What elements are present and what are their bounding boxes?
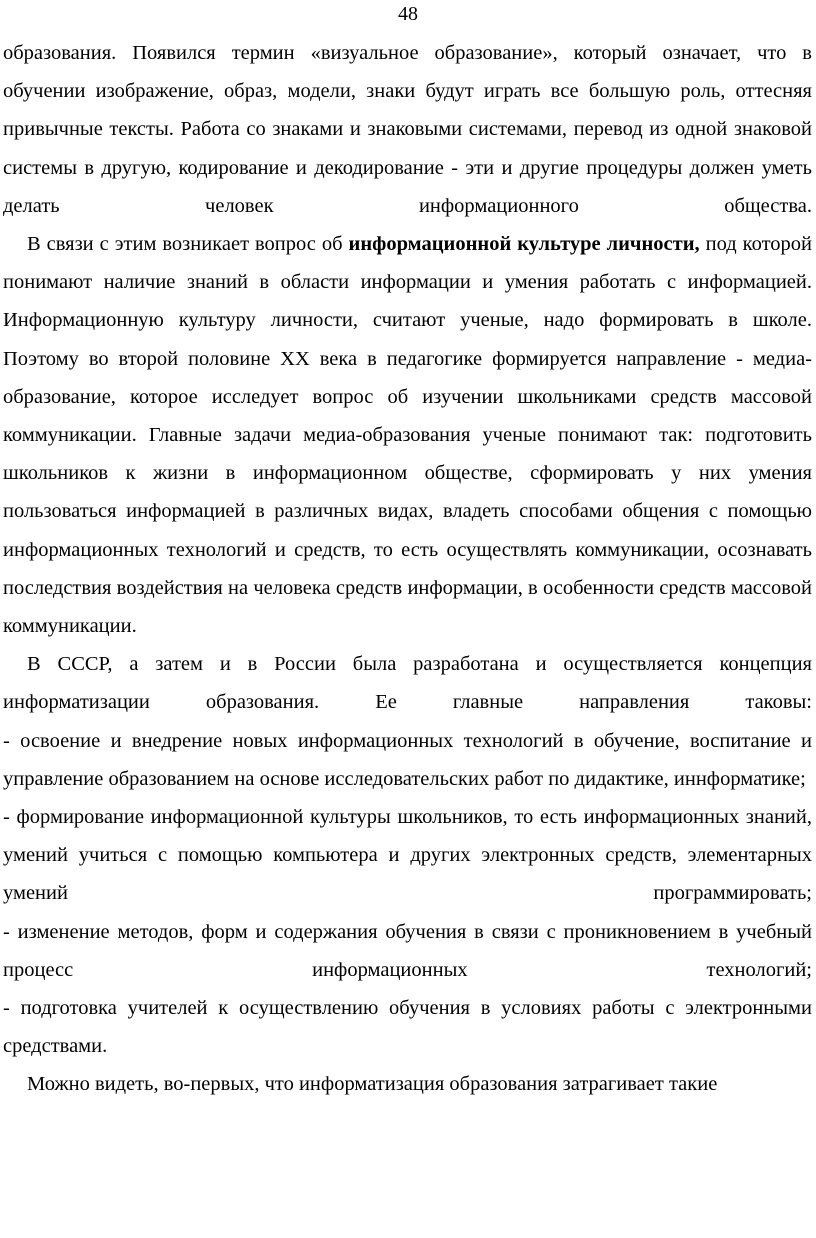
- list-item: - изменение методов, форм и содержания обучения в связи с проникновением в учебный процесс информационных технологий;: [3, 920, 812, 981]
- paragraph-information-culture: [3, 225, 812, 645]
- paragraph-visual-education: образования. Появился термин «визуальное образование», который означает, что в обучении изображение, образ, модели, знаки будут играть все большую роль, оттесняя привычные тексты. Работа со знаками и знаковыми системами, перевод из одной знаковой системы в другую, кодирование и декодирование - эти и другие процедуры должен уметь делать человек информационного общества.: [3, 42, 812, 217]
- list-item: - освоение и внедрение новых информационных технологий в обучение, воспитание и управление образованием на основе исследовательских работ по дидактике, иннформатике;: [3, 729, 812, 790]
- paragraph-text: В связи с этим возникает вопрос об: [27, 233, 349, 256]
- list-item: - формирование информационной культуры школьников, то есть информационных знаний, умений учиться с помощью компьютера и других электронных средств, элементарных умений программировать;: [3, 806, 812, 905]
- paragraph-text: под которой понимают наличие знаний в области информации и умения работать с информацией. Информационную культуру личности, считают ученые, надо формировать в школе. Поэтому во второй половине XX века в педагогике формируется направление - медиа-образование, которое исследует вопрос об изучении школьниками средств массовой коммуникации. Главные задачи медиа-образования ученые понимают так: подготовить школьников к жизни в информационном обществе, сформировать у них умения пользоваться информацией в различных видах, владеть способами общения с помощью информационных технологий и средств, то есть осуществлять коммуникации, осознавать последствия воздействия на человека средств информации, в особенности средств массовой коммуникации.: [3, 233, 812, 638]
- page-body: [3, 34, 812, 1104]
- paragraph-informatization-concept: В СССР, а затем и в России была разработана и осуществляется концепция информатизации образования. Ее главные направления таковы:: [3, 653, 812, 714]
- bold-term: информационной культуре личности,: [348, 233, 700, 256]
- paragraph-conclusion: Можно видеть, во-первых, что информатизация образования затрагивает такие: [27, 1073, 718, 1096]
- list-item: - подготовка учителей к осуществлению обучения в условиях работы с электронными средствами.: [3, 997, 812, 1058]
- page-number: 48: [398, 3, 418, 25]
